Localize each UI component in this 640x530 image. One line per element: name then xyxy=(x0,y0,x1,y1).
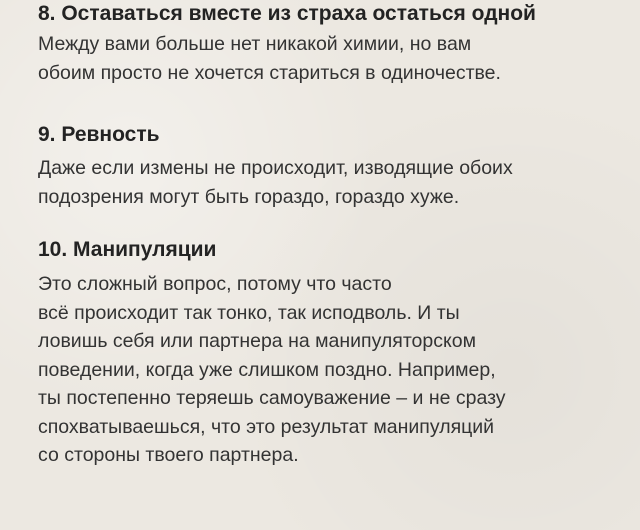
body-line: спохватываешься, что это результат манипуляций xyxy=(38,415,495,438)
body-line: ловишь себя или партнера на манипуляторском xyxy=(38,330,476,352)
section-heading: 8. Оставаться вместе из страха остаться одной xyxy=(38,2,536,25)
body-line: Между вами больше нет никакой химии, но вам xyxy=(38,33,472,55)
section-body xyxy=(38,30,536,87)
section-heading: 9. Ревность xyxy=(38,123,160,146)
body-line: обоим просто не хочется стариться в одиночестве. xyxy=(38,61,501,84)
section-body xyxy=(38,270,506,470)
section-8 xyxy=(38,2,536,87)
body-line: Это сложный вопрос, потому что часто xyxy=(38,273,392,295)
section-heading: 10. Манипуляции xyxy=(38,238,217,261)
body-line: подозрения могут быть гораздо, гораздо хуже. xyxy=(38,185,460,208)
section-body xyxy=(38,154,513,211)
body-line: ты постепенно теряешь самоуважение – и не сразу xyxy=(38,387,506,409)
body-line: всё происходит так тонко, так исподволь. И ты xyxy=(38,301,460,324)
body-line: со стороны твоего партнера. xyxy=(38,444,299,466)
body-line: поведении, когда уже слишком поздно. Например, xyxy=(38,358,496,381)
section-10 xyxy=(38,237,506,470)
section-9 xyxy=(38,122,513,211)
body-line: Даже если измены не происходит, изводящие обоих xyxy=(38,157,513,179)
